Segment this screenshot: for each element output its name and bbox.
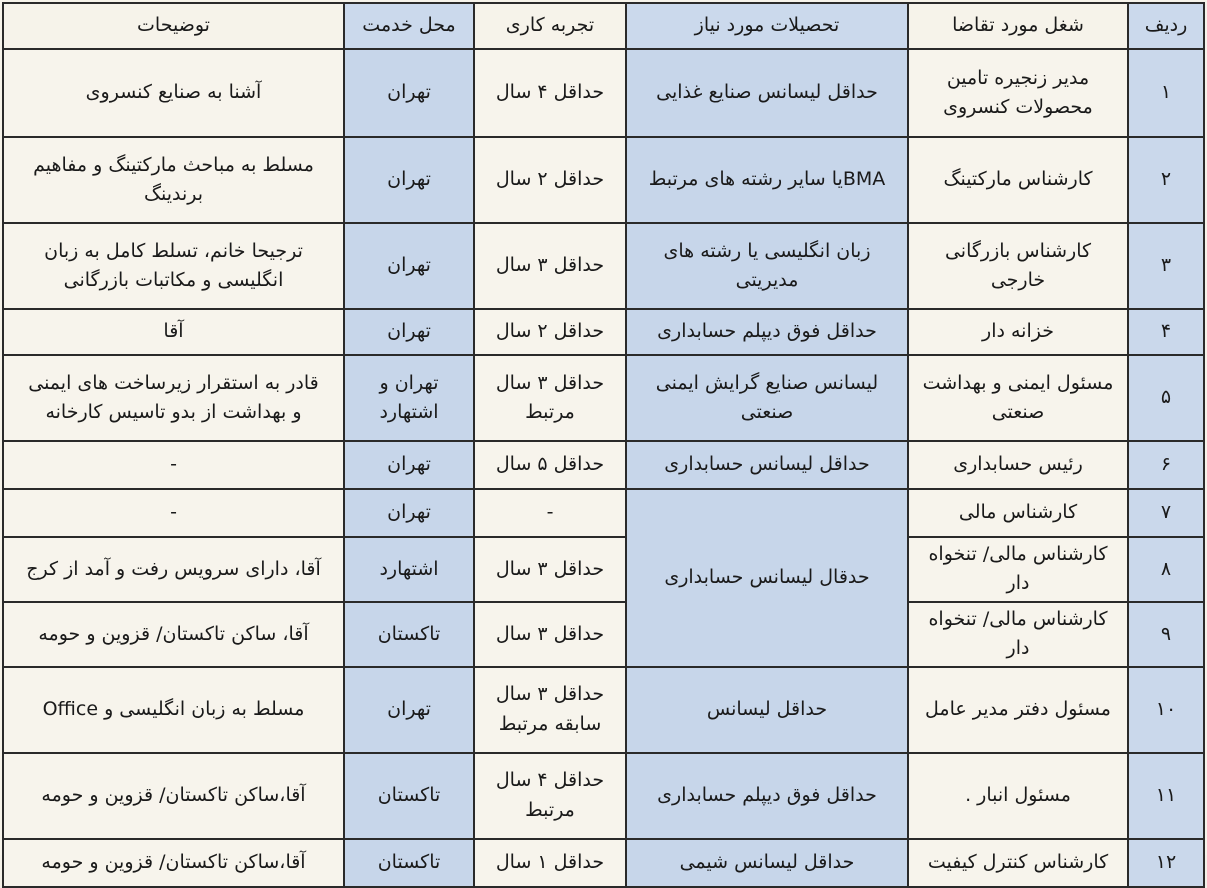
education: حداقل لیسانس صنایع غذایی: [626, 49, 908, 137]
experience: حداقل ۳ سال مرتبط: [474, 355, 626, 441]
education: حداقل فوق دیپلم حسابداری: [626, 753, 908, 839]
row-number: ۱۱: [1128, 753, 1204, 839]
table-row: [3, 489, 1204, 537]
experience: حداقل ۱ سال: [474, 839, 626, 887]
experience: حداقل ۲ سال: [474, 137, 626, 223]
table-row: [3, 355, 1204, 441]
notes: آقا،ساکن تاکستان/ قزوین و حومه: [3, 753, 344, 839]
education-merged: حدقال لیسانس حسابداری: [626, 489, 908, 667]
notes: آقا، دارای سرویس رفت و آمد از کرج: [3, 537, 344, 602]
location: تهران: [344, 137, 474, 223]
location: تاکستان: [344, 753, 474, 839]
header-experience: تجربه کاری: [474, 3, 626, 49]
notes-office-word: Office: [42, 698, 99, 721]
table-header-row: [3, 3, 1204, 49]
table-row: [3, 137, 1204, 223]
education: BMAیا سایر رشته های مرتبط: [626, 137, 908, 223]
table-row: [3, 223, 1204, 309]
job-title: رئیس حسابداری: [908, 441, 1128, 489]
row-number: ۱۰: [1128, 667, 1204, 753]
notes: آقا،ساکن تاکستان/ قزوین و حومه: [3, 839, 344, 887]
notes-text: مسلط به زبان انگلیسی و: [98, 698, 305, 721]
header-notes: توضیحات: [3, 3, 344, 49]
location: تهران: [344, 489, 474, 537]
job-title: خزانه دار: [908, 309, 1128, 355]
row-number: ۶: [1128, 441, 1204, 489]
table-row: [3, 602, 1204, 667]
table-row: [3, 49, 1204, 137]
education: زبان انگلیسی یا رشته های مدیریتی: [626, 223, 908, 309]
location: تهران: [344, 49, 474, 137]
job-listings-table: [2, 2, 1205, 888]
job-title: مدیر زنجیره تامین محصولات کنسروی: [908, 49, 1128, 137]
education: حداقل لیسانس شیمی: [626, 839, 908, 887]
notes: قادر به استقرار زیرساخت های ایمنی و بهداشت از بدو تاسیس کارخانه: [3, 355, 344, 441]
location: تاکستان: [344, 839, 474, 887]
job-title: کارشناس مالی/ تنخواه دار: [908, 537, 1128, 602]
education: حداقل فوق دیپلم حسابداری: [626, 309, 908, 355]
job-title: کارشناس مالی: [908, 489, 1128, 537]
experience: حداقل ۴ سال مرتبط: [474, 753, 626, 839]
notes: ترجیحا خانم، تسلط کامل به زبان انگلیسی و مکاتبات بازرگانی: [3, 223, 344, 309]
table-row: [3, 309, 1204, 355]
experience: حداقل ۳ سال: [474, 223, 626, 309]
notes: -: [3, 489, 344, 537]
education: لیسانس صنایع گرایش ایمنی صنعتی: [626, 355, 908, 441]
location: تهران: [344, 223, 474, 309]
row-number: ۴: [1128, 309, 1204, 355]
location: تهران و اشتهارد: [344, 355, 474, 441]
row-number: ۵: [1128, 355, 1204, 441]
notes: مسلط به مباحث مارکتینگ و مفاهیم برندینگ: [3, 137, 344, 223]
row-number: ۳: [1128, 223, 1204, 309]
experience: -: [474, 489, 626, 537]
table-row: [3, 667, 1204, 753]
experience: حداقل ۴ سال: [474, 49, 626, 137]
job-title: کارشناس مارکتینگ: [908, 137, 1128, 223]
location: اشتهارد: [344, 537, 474, 602]
header-row-number: ردیف: [1128, 3, 1204, 49]
table-row: [3, 537, 1204, 602]
header-location: محل خدمت: [344, 3, 474, 49]
location: تهران: [344, 309, 474, 355]
job-title: مسئول دفتر مدیر عامل: [908, 667, 1128, 753]
row-number: ۱: [1128, 49, 1204, 137]
location: تاکستان: [344, 602, 474, 667]
job-title: مسئول ایمنی و بهداشت صنعتی: [908, 355, 1128, 441]
experience: حداقل ۵ سال: [474, 441, 626, 489]
job-title: کارشناس مالی/ تنخواه دار: [908, 602, 1128, 667]
row-number: ۲: [1128, 137, 1204, 223]
table-row: [3, 441, 1204, 489]
row-number: ۷: [1128, 489, 1204, 537]
row-number: ۱۲: [1128, 839, 1204, 887]
job-title: کارشناس بازرگانی خارجی: [908, 223, 1128, 309]
location: تهران: [344, 667, 474, 753]
row-number: ۹: [1128, 602, 1204, 667]
notes: آشنا به صنایع کنسروی: [3, 49, 344, 137]
experience: حداقل ۳ سال: [474, 602, 626, 667]
experience: حداقل ۲ سال: [474, 309, 626, 355]
notes: آقا، ساکن تاکستان/ قزوین و حومه: [3, 602, 344, 667]
notes: -: [3, 441, 344, 489]
notes: [3, 667, 344, 753]
job-title: کارشناس کنترل کیفیت: [908, 839, 1128, 887]
location: تهران: [344, 441, 474, 489]
experience: حداقل ۳ سال: [474, 537, 626, 602]
table-row: [3, 839, 1204, 887]
education: حداقل لیسانس حسابداری: [626, 441, 908, 489]
row-number: ۸: [1128, 537, 1204, 602]
job-title: مسئول انبار .: [908, 753, 1128, 839]
header-education: تحصیلات مورد نیاز: [626, 3, 908, 49]
experience: حداقل ۳ سال سابقه مرتبط: [474, 667, 626, 753]
notes: آقا: [3, 309, 344, 355]
table-row: [3, 753, 1204, 839]
education: حداقل لیسانس: [626, 667, 908, 753]
header-job: شغل مورد تقاضا: [908, 3, 1128, 49]
